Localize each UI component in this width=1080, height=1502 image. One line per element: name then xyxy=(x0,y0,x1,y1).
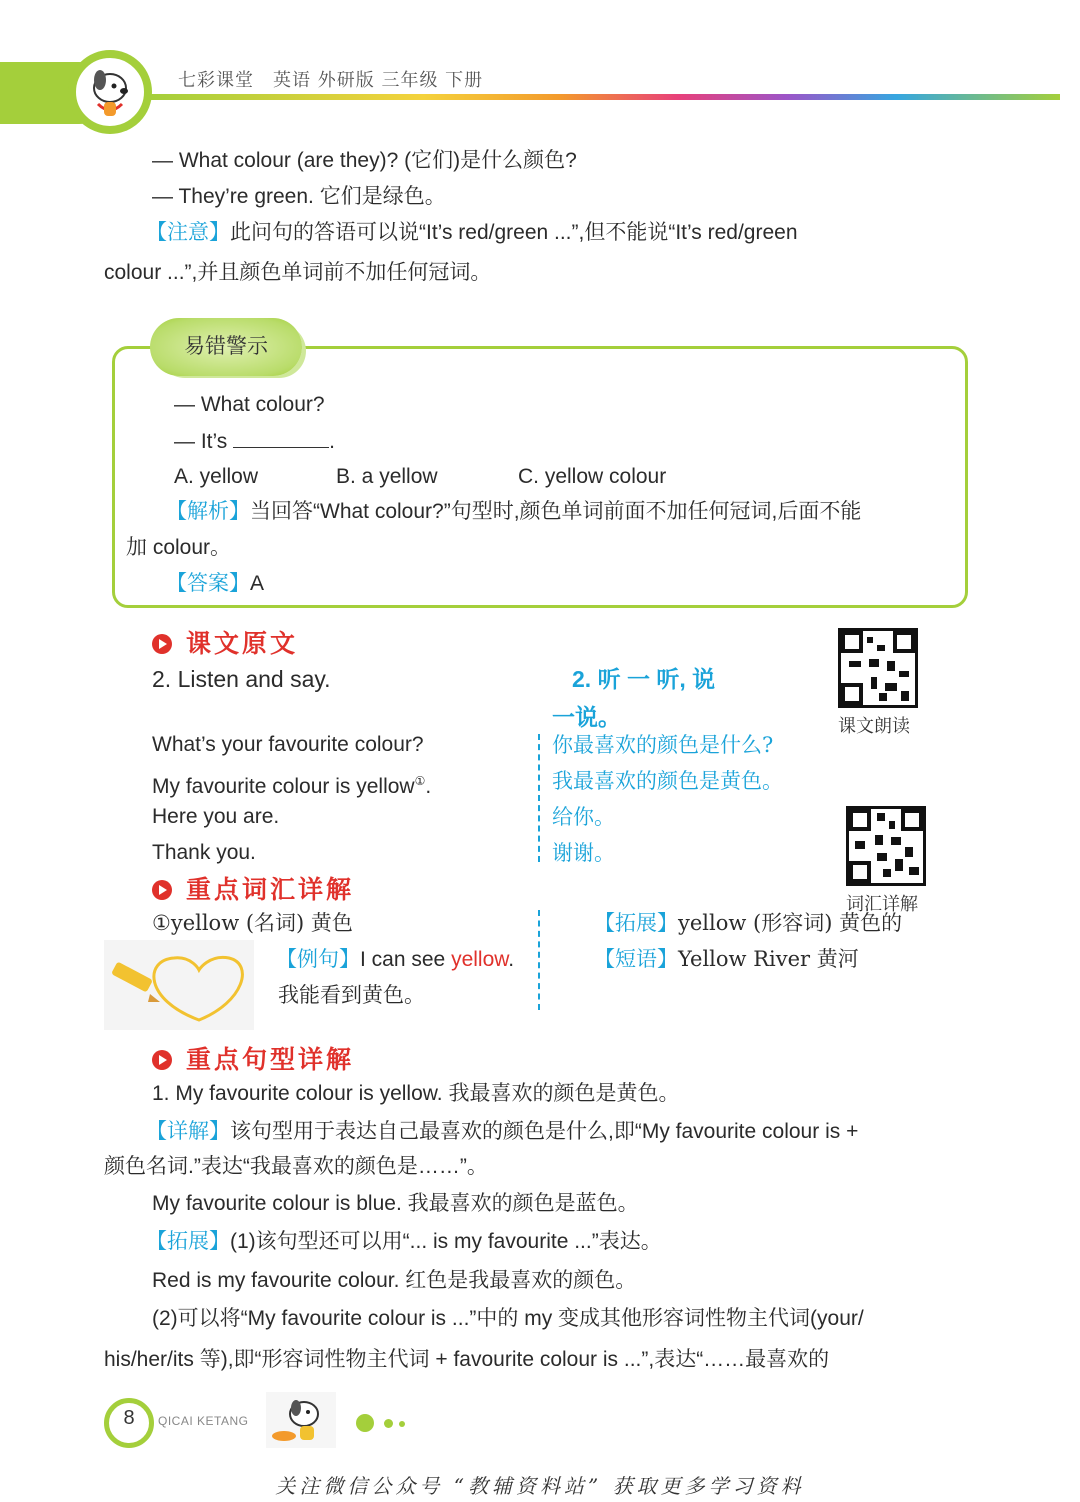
phrase-text: Yellow River 黄河 xyxy=(678,947,859,971)
qr-code-reading-icon[interactable] xyxy=(838,628,918,708)
footer-mascot xyxy=(266,1392,336,1448)
text-en-line-2-main: My favourite colour is yellow xyxy=(152,775,415,798)
sentence-ext2: (2)可以将“My favourite colour is ...”中的 my 变成其他形容词性物主代词(your/ xyxy=(152,1307,864,1330)
vocab-example-en xyxy=(276,944,514,975)
answer-blank xyxy=(233,426,329,448)
text-en-line-4: Thank you. xyxy=(152,841,256,864)
warning-q2-prefix: — It’s xyxy=(174,430,228,453)
sentence-ext-text: (1)该句型还可以用“... is my favourite ...”表达。 xyxy=(230,1230,662,1253)
section-bullet-icon xyxy=(152,880,172,900)
qr-label-vocab: 词汇详解 xyxy=(846,894,918,915)
answer-tag: 【答案】 xyxy=(166,572,250,595)
analysis-tag: 【解析】 xyxy=(166,500,250,523)
analysis-text: 当回答“What colour?”句型时,颜色单词前面不加任何冠词,后面不能 xyxy=(250,500,862,523)
vocab-example-cn: 我能看到黄色。 xyxy=(278,983,425,1007)
answer-text: A xyxy=(250,572,265,595)
detail-tag: 【详解】 xyxy=(146,1119,230,1143)
dog-mascot-icon xyxy=(76,58,144,126)
text-en-line-2 xyxy=(152,766,431,802)
ext-tag: 【拓展】 xyxy=(594,911,678,935)
text-cn-line-2: 我最喜欢的颜色是黄色。 xyxy=(552,769,783,793)
text-en-line-1: What’s your favourite colour? xyxy=(152,733,424,756)
text-en-line-2-end: . xyxy=(425,775,432,798)
note-text: 此问句的答语可以说“It’s red/green ...”,但不能说“It’s red/green xyxy=(230,221,798,244)
warning-q2-suffix: . xyxy=(329,430,335,453)
option-b: B. a yellow xyxy=(336,465,438,488)
sentence-section-title: 重点句型详解 xyxy=(186,1045,355,1074)
intro-line-1: — What colour (are they)? (它们)是什么颜色? xyxy=(152,149,577,172)
phrase-tag: 【短语】 xyxy=(594,947,678,971)
option-c: C. yellow colour xyxy=(518,465,667,488)
heart-pencil-illustration xyxy=(104,940,254,1030)
ext-text: yellow (形容词) 黄色的 xyxy=(678,911,903,935)
footnote-mark: ① xyxy=(414,774,426,788)
dog-mascot-icon xyxy=(266,1392,336,1448)
sentence-ext-tag: 【拓展】 xyxy=(146,1229,230,1253)
detail-text: 该句型用于表达自己最喜欢的颜色是什么,即“My favourite colour is + xyxy=(230,1120,859,1143)
text-divider xyxy=(538,734,540,862)
sentence-line-1: 1. My favourite colour is yellow. 我最喜欢的颜色是黄色。 xyxy=(152,1082,680,1105)
qr-pattern-icon xyxy=(841,631,915,705)
warning-analysis-cont: 加 colour。 xyxy=(126,536,232,559)
warning-q2 xyxy=(174,426,335,457)
footer-brand: QICAI KETANG xyxy=(158,1414,249,1428)
note-tag: 【注意】 xyxy=(146,221,230,244)
pencil-heart-icon xyxy=(104,940,254,1030)
warning-label-cloud xyxy=(150,318,302,376)
vocab-word-line: ①yellow (名词) 黄色 xyxy=(152,911,353,935)
warning-analysis xyxy=(166,497,861,527)
text-en-line-3: Here you are. xyxy=(152,805,280,828)
bottom-promo-note: 关注微信公众号 “教辅资料站” 获取更多学习资料 xyxy=(275,1474,805,1498)
sentence-detail-cont: 颜色名词.”表达“我最喜欢的颜色是……”。 xyxy=(104,1155,488,1178)
example-tag: 【例句】 xyxy=(276,947,360,971)
qr-code-vocab-icon[interactable] xyxy=(846,806,926,886)
vocab-section-title: 重点词汇详解 xyxy=(186,875,355,904)
sentence-detail xyxy=(146,1116,858,1147)
page-number: 8 xyxy=(123,1407,135,1429)
text-cn-heading-1: 2. 听 一 听, 说 xyxy=(572,666,716,692)
sentence-example-2: Red is my favourite colour. 红色是我最喜欢的颜色。 xyxy=(152,1269,637,1292)
qr-label-reading: 课文朗读 xyxy=(838,716,910,737)
text-en-heading: 2. Listen and say. xyxy=(152,666,331,692)
qr-pattern-icon xyxy=(849,809,923,883)
header-title: 七彩课堂 英语 外研版 三年级 下册 xyxy=(178,70,484,91)
footer-dot-small xyxy=(399,1421,405,1427)
text-cn-line-4: 谢谢。 xyxy=(552,841,615,865)
header-mascot-circle xyxy=(68,50,152,134)
intro-line-2: — They’re green. 它们是绿色。 xyxy=(152,185,446,208)
vocab-extension xyxy=(594,908,902,939)
sentence-ext2-cont: his/her/its 等),即“形容词性物主代词 + favourite colour is ...”,表达“……最喜欢的 xyxy=(104,1348,830,1371)
header-rainbow-line xyxy=(150,94,1060,100)
footer-dot-medium xyxy=(384,1419,393,1428)
example-en-1: I can see xyxy=(360,948,452,971)
section-title-text: 课文原文 xyxy=(186,629,299,658)
text-cn-line-1: 你最喜欢的颜色是什么? xyxy=(552,733,774,757)
example-en-2: . xyxy=(508,948,515,971)
section-bullet-icon xyxy=(152,634,172,654)
text-cn-heading-2: 一说。 xyxy=(552,704,621,730)
sentence-example-1: My favourite colour is blue. 我最喜欢的颜色是蓝色。 xyxy=(152,1192,639,1215)
option-a: A. yellow xyxy=(174,465,259,488)
intro-note-cont: colour ...”,并且颜色单词前不加任何冠词。 xyxy=(104,261,492,284)
vocab-divider xyxy=(538,910,540,1010)
section-bullet-icon xyxy=(152,1050,172,1070)
warning-q1: — What colour? xyxy=(174,393,325,416)
warning-label: 易错警示 xyxy=(184,335,268,358)
example-en-red: yellow xyxy=(451,948,509,971)
sentence-extension xyxy=(146,1226,662,1257)
vocab-phrase xyxy=(594,944,859,975)
warning-answer xyxy=(166,569,264,599)
intro-note xyxy=(146,218,798,248)
text-cn-line-3: 给你。 xyxy=(552,805,615,829)
footer-dot-large xyxy=(356,1414,374,1432)
